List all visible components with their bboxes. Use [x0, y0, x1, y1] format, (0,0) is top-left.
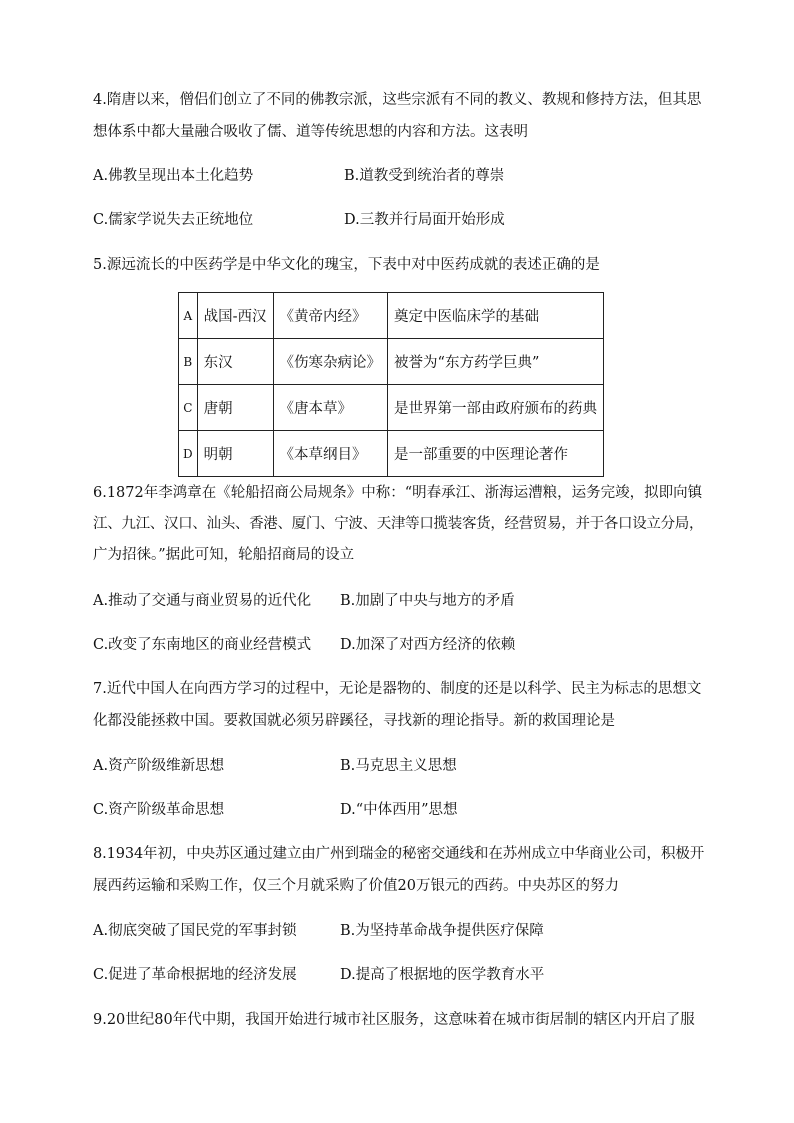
- q7-option-c: C.资产阶级革命思想: [93, 802, 225, 818]
- table-cell-period: 明朝: [197, 431, 273, 477]
- q8-option-d: D.提高了根据地的医学教育水平: [340, 967, 545, 983]
- table-cell-letter: A: [179, 293, 198, 339]
- table-cell-description: 是一部重要的中医理论著作: [388, 431, 604, 477]
- tcm-achievements-table: [178, 292, 604, 477]
- q4-option-a: A.佛教呈现出本土化趋势: [93, 168, 254, 184]
- q7-stem-line2: 化都没能拯救中国。要救国就必须另辟蹊径，寻找新的理论指导。新的救国理论是: [93, 713, 615, 729]
- table-cell-description: 被誉为“东方药学巨典”: [388, 339, 604, 385]
- table-row: [179, 339, 604, 385]
- q5-stem: 5.源远流长的中医药学是中华文化的瑰宝，下表中对中医药成就的表述正确的是: [93, 257, 600, 273]
- table-cell-work: 《黄帝内经》: [273, 293, 388, 339]
- table-cell-description: 奠定中医临床学的基础: [388, 293, 604, 339]
- q8-option-c: C.促进了革命根据地的经济发展: [93, 967, 297, 983]
- table-cell-description: 是世界第一部由政府颁布的药典: [388, 385, 604, 431]
- table-cell-work: 《伤寒杂病论》: [273, 339, 388, 385]
- q7-option-b: B.马克思主义思想: [340, 758, 457, 774]
- q6-stem-line2: 江、九江、汉口、汕头、香港、厦门、宁波、天津等口揽装客货，经营贸易，并于各口设立分局，: [93, 516, 704, 532]
- q9-stem-line1: 9.20世纪80年代中期，我国开始进行城市社区服务，这意味着在城市街居制的辖区内开启了服: [93, 1012, 695, 1028]
- q4-option-c: C.儒家学说失去正统地位: [93, 212, 254, 228]
- table-cell-work: 《唐本草》: [273, 385, 388, 431]
- q4-option-b: B.道教受到统治者的尊崇: [344, 168, 505, 184]
- q6-option-d: D.加深了对西方经济的依赖: [340, 637, 516, 653]
- q8-option-a: A.彻底突破了国民党的军事封锁: [93, 923, 297, 939]
- q6-option-a: A.推动了交通与商业贸易的近代化: [93, 593, 312, 609]
- table-row: [179, 431, 604, 477]
- q4-stem-line2: 想体系中都大量融合吸收了儒、道等传统思想的内容和方法。这表明: [93, 124, 528, 140]
- q4-option-d: D.三教并行局面开始形成: [344, 212, 505, 228]
- table-cell-work: 《本草纲目》: [273, 431, 388, 477]
- q8-option-b: B.为坚持革命战争提供医疗保障: [340, 923, 544, 939]
- table-cell-letter: B: [179, 339, 198, 385]
- table-row: [179, 293, 604, 339]
- q4-stem-line1: 4.隋唐以来，僧侣们创立了不同的佛教宗派，这些宗派有不同的教义、教规和修持方法，但其思: [93, 92, 702, 108]
- table-cell-period: 唐朝: [197, 385, 273, 431]
- table-cell-letter: C: [179, 385, 198, 431]
- q8-stem-line2: 展西药运输和采购工作，仅三个月就采购了价值20万银元的西药。中央苏区的努力: [93, 878, 619, 894]
- q7-option-a: A.资产阶级维新思想: [93, 758, 225, 774]
- q8-stem-line1: 8.1934年初，中央苏区通过建立由广州到瑞金的秘密交通线和在苏州成立中华商业公司，积极开: [93, 846, 705, 862]
- q6-stem-line1: 6.1872年李鸿章在《轮船招商公局规条》中称：“明春承江、浙海运漕粮，运务完竣，拟即向镇: [93, 485, 703, 501]
- table-cell-period: 战国-西汉: [197, 293, 273, 339]
- q7-stem-line1: 7.近代中国人在向西方学习的过程中，无论是器物的、制度的还是以科学、民主为标志的思想文: [93, 681, 702, 697]
- table-cell-letter: D: [179, 431, 198, 477]
- q7-option-d: D.“中体西用”思想: [340, 802, 458, 818]
- q6-stem-line3: 广为招徕。”据此可知，轮船招商局的设立: [93, 547, 355, 563]
- q6-option-c: C.改变了东南地区的商业经营模式: [93, 637, 312, 653]
- table-cell-period: 东汉: [197, 339, 273, 385]
- table-row: [179, 385, 604, 431]
- q6-option-b: B.加剧了中央与地方的矛盾: [340, 593, 515, 609]
